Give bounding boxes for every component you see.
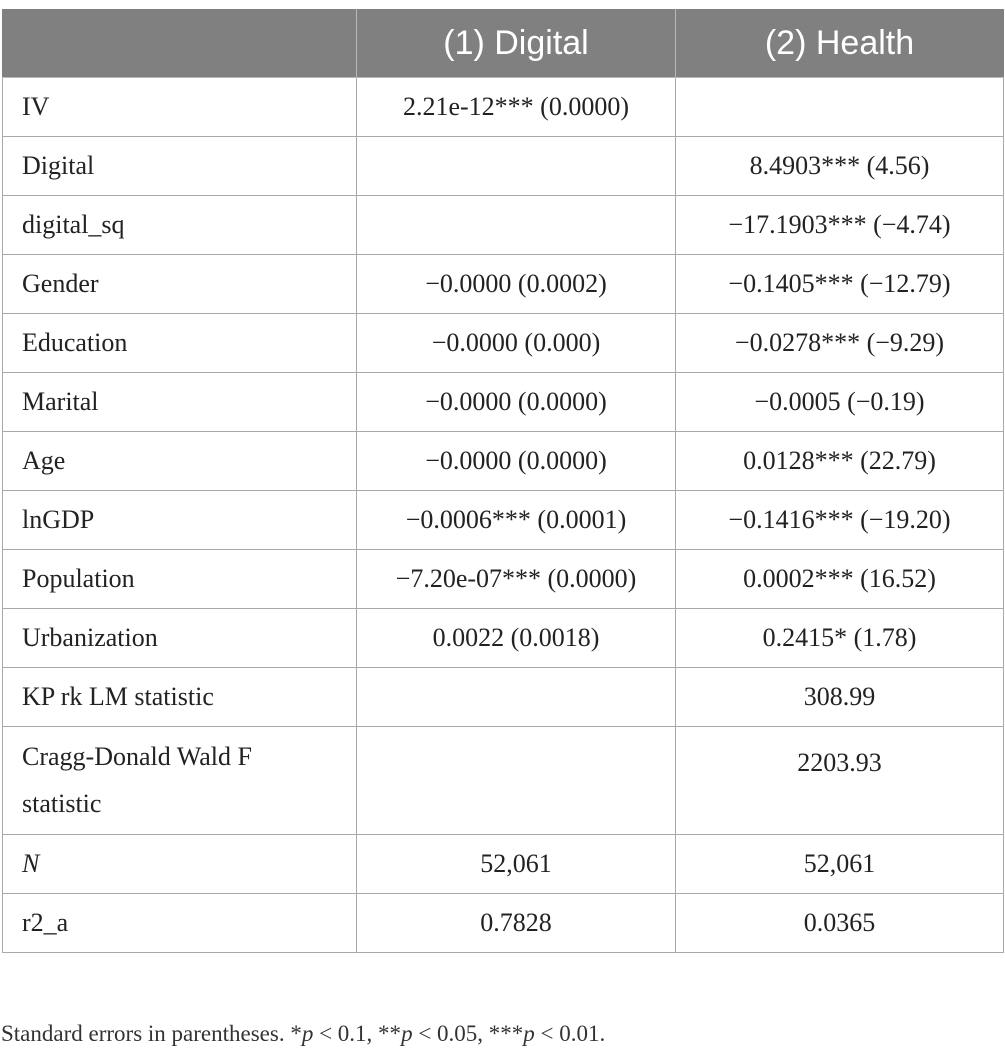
regression-table (2, 9, 1004, 953)
row-label: Education (3, 314, 357, 373)
table-row (3, 373, 1004, 432)
row-label: Urbanization (3, 609, 357, 668)
cell-health: 0.0002*** (16.52) (676, 550, 1004, 609)
row-label: Gender (3, 255, 357, 314)
cell-health (676, 78, 1004, 137)
cell-digital: −0.0000 (0.0000) (357, 373, 676, 432)
table-row (3, 196, 1004, 255)
table-row (3, 550, 1004, 609)
row-label (3, 727, 357, 835)
cell-digital: 0.0022 (0.0018) (357, 609, 676, 668)
cell-digital (357, 137, 676, 196)
table-footnote (1, 1021, 605, 1047)
footnote-t1: < 0.1, ** (313, 1021, 402, 1046)
cell-digital: −7.20e-07*** (0.0000) (357, 550, 676, 609)
footnote-intro: Standard errors in parentheses. * (1, 1021, 302, 1046)
cell-health: 52,061 (676, 835, 1004, 894)
table-row (3, 491, 1004, 550)
cell-digital (357, 668, 676, 727)
cell-health: 0.2415* (1.78) (676, 609, 1004, 668)
footnote-p: p (401, 1021, 413, 1046)
row-label: Marital (3, 373, 357, 432)
row-label: Digital (3, 137, 357, 196)
table-row (3, 78, 1004, 137)
cell-health: −0.1416*** (−19.20) (676, 491, 1004, 550)
cell-health: 8.4903*** (4.56) (676, 137, 1004, 196)
footnote-t2: < 0.05, *** (412, 1021, 524, 1046)
row-label: Age (3, 432, 357, 491)
cell-health: −0.0278*** (−9.29) (676, 314, 1004, 373)
table-header-row (3, 10, 1004, 78)
cell-digital: 2.21e-12*** (0.0000) (357, 78, 676, 137)
table-row (3, 432, 1004, 491)
row-label: KP rk LM statistic (3, 668, 357, 727)
table-row (3, 314, 1004, 373)
header-health: (2) Health (676, 10, 1004, 78)
table-row (3, 835, 1004, 894)
table-row (3, 137, 1004, 196)
row-label: N (3, 835, 357, 894)
header-digital: (1) Digital (357, 10, 676, 78)
cell-digital (357, 196, 676, 255)
row-label: IV (3, 78, 357, 137)
row-label: digital_sq (3, 196, 357, 255)
footnote-p: p (523, 1021, 535, 1046)
cell-health: 308.99 (676, 668, 1004, 727)
cell-health: 0.0365 (676, 894, 1004, 953)
footnote-t3: < 0.01. (534, 1021, 606, 1046)
row-label-line2: statistic (22, 789, 102, 818)
header-empty (3, 10, 357, 78)
cell-health: 2203.93 (676, 727, 1004, 835)
table-row (3, 727, 1004, 835)
row-label-line1: Cragg-Donald Wald F (22, 742, 252, 771)
cell-health: −0.0005 (−0.19) (676, 373, 1004, 432)
cell-digital: 52,061 (357, 835, 676, 894)
row-label: Population (3, 550, 357, 609)
cell-health: 0.0128*** (22.79) (676, 432, 1004, 491)
cell-digital (357, 727, 676, 835)
cell-health: −0.1405*** (−12.79) (676, 255, 1004, 314)
row-label: r2_a (3, 894, 357, 953)
cell-digital: −0.0000 (0.0000) (357, 432, 676, 491)
cell-digital: −0.0006*** (0.0001) (357, 491, 676, 550)
table-row (3, 255, 1004, 314)
table-row (3, 894, 1004, 953)
cell-digital: −0.0000 (0.0002) (357, 255, 676, 314)
row-label: lnGDP (3, 491, 357, 550)
cell-digital: −0.0000 (0.000) (357, 314, 676, 373)
cell-digital: 0.7828 (357, 894, 676, 953)
cell-health: −17.1903*** (−4.74) (676, 196, 1004, 255)
table-row (3, 609, 1004, 668)
table-row (3, 668, 1004, 727)
footnote-p: p (301, 1021, 314, 1046)
